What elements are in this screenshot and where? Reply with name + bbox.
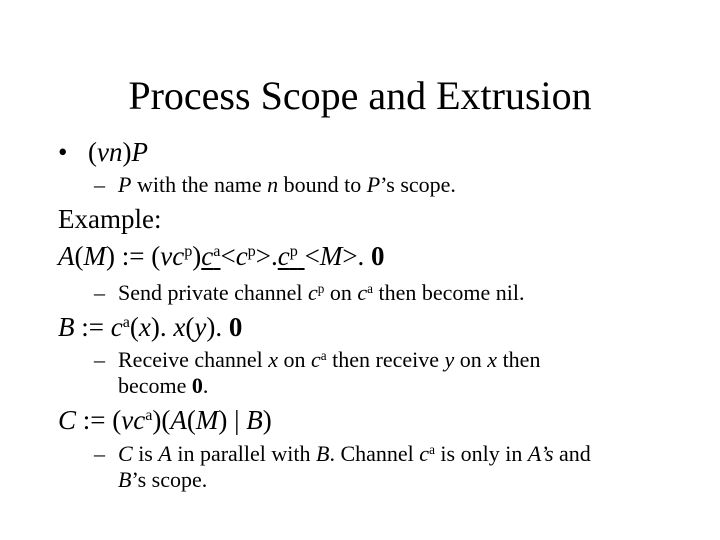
sub-bullet-c-continued: B’s scope. — [118, 467, 208, 492]
underlined-output-prefix: $c^a$ — [201, 241, 221, 271]
sub-bullet-a: – Send private channel $c^p$ on $c^a$ then become nil. — [94, 280, 525, 305]
dash-marker: – — [94, 441, 105, 466]
dash-marker: – — [94, 172, 105, 197]
underlined-output-prefix-2: $c^p$ — [277, 241, 298, 271]
sub-bullet-p-scope: – P with the name n bound to P’s scope. — [94, 172, 456, 197]
sub-bullet-b: – Receive channel x on $c^a$ then receive y on x then — [94, 347, 541, 372]
sub-bullet-c: – C is A in parallel with B. Channel $c^a$ is only in A’s and — [94, 441, 591, 466]
definition-a: A(M) := $(\nu c^p)c^a<c^p>.c^p <M>$. 0 — [58, 241, 385, 271]
example-label: Example: — [58, 204, 162, 234]
bullet-nu-n-p: • (νn)P — [58, 137, 148, 167]
definition-c: C := $(\nu c^a)(A(M)$ | B) — [58, 405, 272, 435]
slide-title: Process Scope and Extrusion — [128, 73, 592, 118]
dash-marker: – — [94, 280, 105, 305]
bullet-marker: • — [58, 137, 68, 167]
dash-marker: – — [94, 347, 105, 372]
definition-b: B := $c^a(x)$. x(y). 0 — [58, 312, 243, 342]
sub-bullet-b-continued: become 0. — [118, 373, 209, 398]
